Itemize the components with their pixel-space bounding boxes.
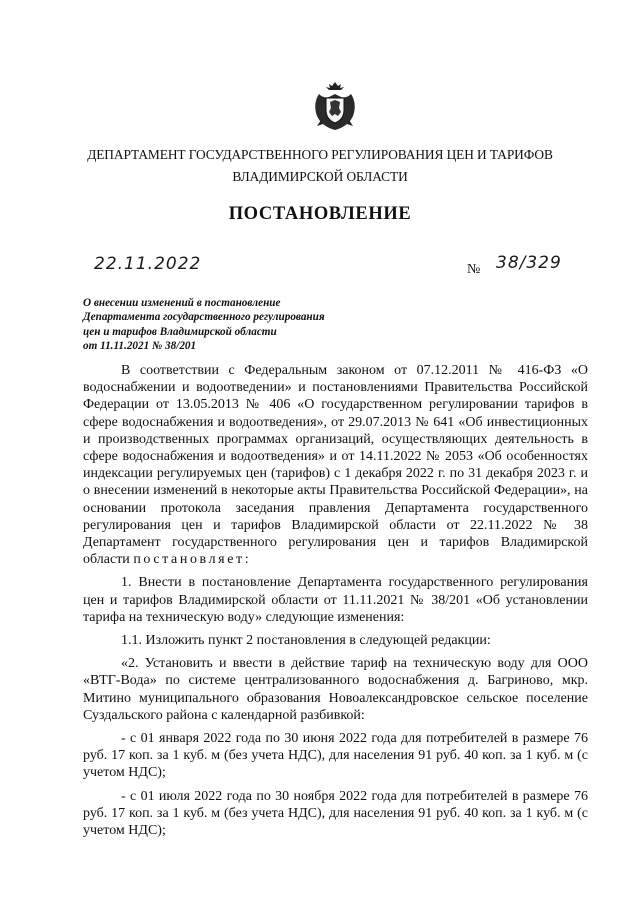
handwritten-date: 22.11.2022 <box>94 254 202 274</box>
coat-of-arms-emblem <box>313 80 357 132</box>
resolves-word: постановляет: <box>133 552 252 568</box>
subject-line: Департамента государственного регулирования <box>83 311 325 324</box>
preamble-text: В соответствии с Федеральным законом от 07.12.2011 № 416-ФЗ «О водоснабжении и водоотведении» и постановлениями Правительства Российской Федерации от 13.05.2013 № 406 «О государственном регулировании тарифов в сфере водоснабжения и водоотведения», от 29.07.2013 № 641 «Об инвестиционных и производственных программах организаций, осуществляющих деятельность в сфере водоснабжения и водоотведения» и от 14.11.2022 № 2053 «Об особенностях индексации регулируемых цен (тарифов) с 1 декабря 2022 г. по 31 декабря 2023 г. и о внесении изменений в некоторые акты Правительства Российской Федерации», на основании протокола заседания правления Департамента государственного регулирования цен и тарифов Владимирской области от 22.11.2022 № 38 Департамент государственного регулирования цен и тарифов Владимирской области <box>83 363 588 568</box>
item-1-paragraph: 1. Внести в постановление Департамента государственного регулирования цен и тарифов Владимирской области от 11.11.2021 № 38/201 «Об установлении тарифа на техническую воду» следующие изменения: <box>83 575 588 625</box>
bullet-paragraph-2: - с 01 июля 2022 года по 30 ноября 2022 года для потребителей в размере 76 руб. 17 коп. за 1 куб. м (без учета НДС), для населения 91 руб. 40 коп. за 1 куб. м (с учетом НДС); <box>83 788 588 839</box>
document-type-title: ПОСТАНОВЛЕНИЕ <box>228 204 412 224</box>
preamble-paragraph <box>83 362 588 568</box>
document-subject <box>83 296 363 353</box>
handwritten-number: 38/329 <box>496 253 562 273</box>
subject-line: О внесении изменений в постановление <box>83 297 281 309</box>
quoted-clause-paragraph: «2. Установить и ввести в действие тариф на техническую воду для ООО «ВТГ-Вода» по системе централизованного водоснабжения д. Багриново, мкр. Митино муниципального образования Новоалександровское сельское поселение Суздальского района с календарной разбивкой: <box>83 656 588 723</box>
department-name-line-1: ДЕПАРТАМЕНТ ГОСУДАРСТВЕННОГО РЕГУЛИРОВАНИЯ ЦЕН И ТАРИФОВ <box>87 147 553 162</box>
item-1-1-paragraph: 1.1. Изложить пункт 2 постановления в следующей редакции: <box>121 633 491 649</box>
subject-line: цен и тарифов Владимирской области <box>83 325 277 338</box>
department-name-line-2: ВЛАДИМИРСКОЙ ОБЛАСТИ <box>232 169 408 184</box>
document-body <box>83 362 588 845</box>
subject-line: от 11.11.2021 № 38/201 <box>83 339 197 352</box>
number-label: № <box>467 262 481 277</box>
bullet-paragraph-1: - с 01 января 2022 года по 30 июня 2022 года для потребителей в размере 76 руб. 17 коп. за 1 куб. м (без учета НДС), для населения 91 руб. 40 коп. за 1 куб. м (с учетом НДС); <box>83 731 588 781</box>
